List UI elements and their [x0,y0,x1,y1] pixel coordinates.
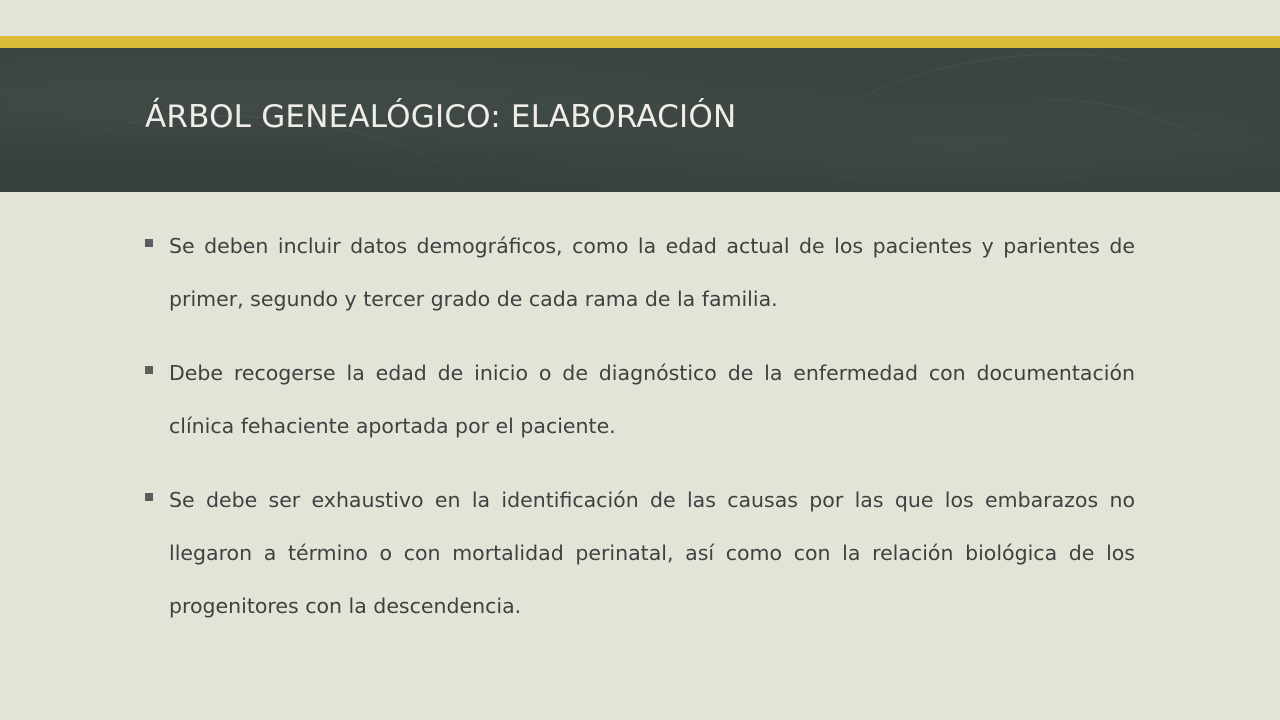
slide-title: ÁRBOL GENEALÓGICO: ELABORACIÓN [145,99,737,135]
bullet-item [145,474,1135,633]
bullet-item [145,347,1135,453]
accent-bar [0,36,1280,48]
bullet-list [145,220,1135,633]
bullet-item [145,220,1135,326]
title-band [0,48,1280,192]
bullet-text: Se debe ser exhaustivo en la identificación de las causas por las que los embarazos no llegaron a término o con mortalidad perinatal, así como con la relación biológica de los progenitores con la descendencia. [169,488,1135,618]
square-bullet-icon [145,239,153,247]
square-bullet-icon [145,366,153,374]
square-bullet-icon [145,493,153,501]
bullet-text: Se deben incluir datos demográficos, como la edad actual de los pacientes y parientes de primer, segundo y tercer grado de cada rama de la familia. [169,234,1135,311]
slide-content [145,220,1135,654]
bullet-text: Debe recogerse la edad de inicio o de diagnóstico de la enfermedad con documentación clínica fehaciente aportada por el paciente. [169,361,1135,438]
